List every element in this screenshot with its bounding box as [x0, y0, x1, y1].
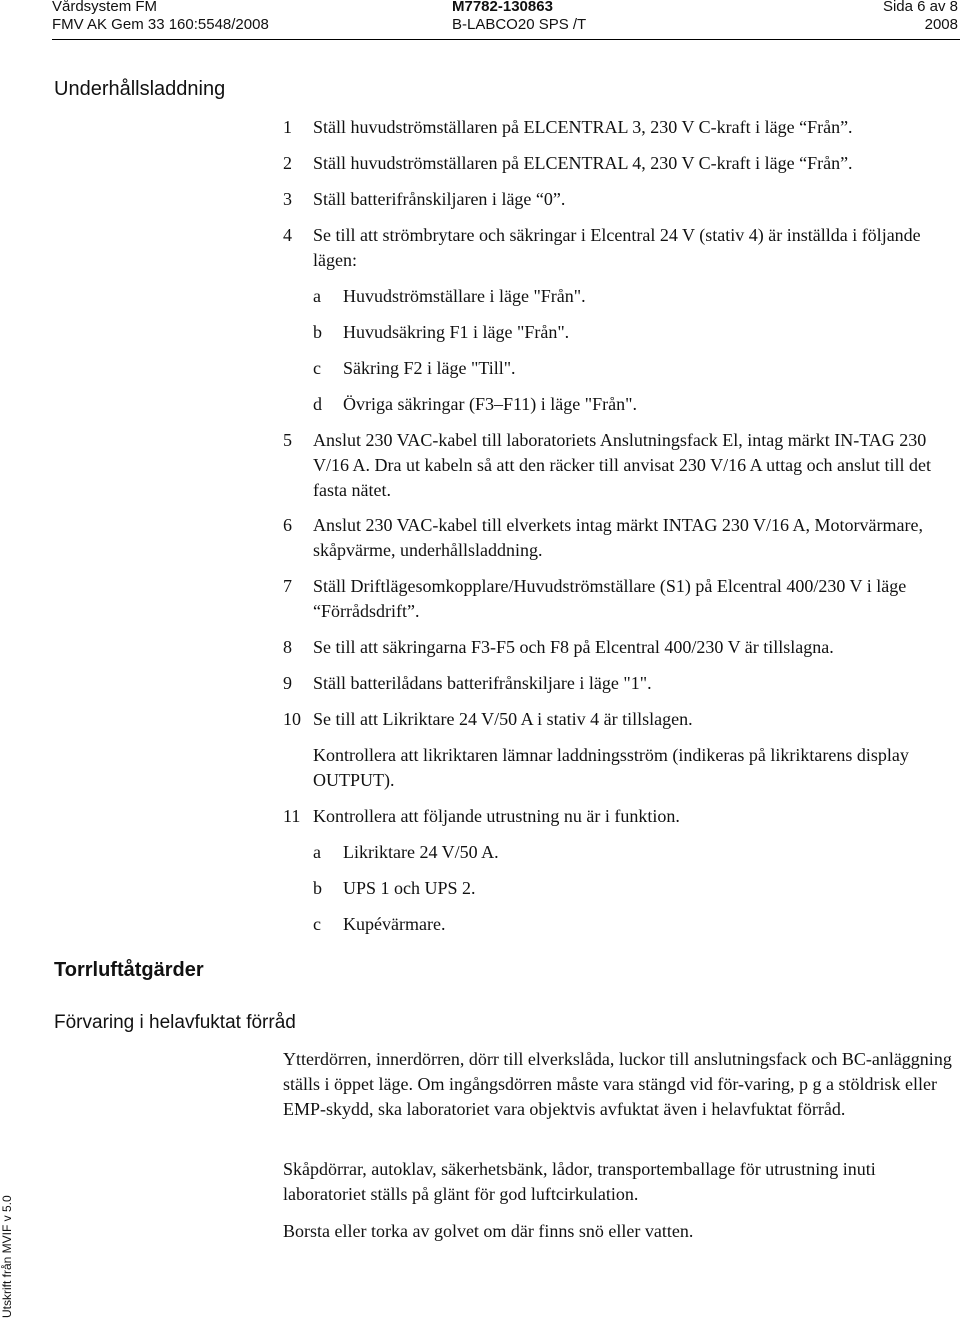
step-text: Ställ batterifrånskiljaren i läge “0”. [313, 189, 566, 209]
sub-letter: b [313, 322, 322, 342]
step-text: Anslut 230 VAC-kabel till elverkets intag märkt INTAG 230 V/16 A, Motorvärmare, skåpvärme, underhållsladdning. [313, 515, 923, 560]
sub-text: Kupévärmare. [343, 914, 446, 934]
step-11 [283, 804, 958, 829]
header-doc-code: B-LABCO20 SPS /T [452, 16, 587, 33]
step-10 [283, 707, 958, 732]
section-title-dry-air: Torrluftåtgärder [54, 959, 204, 981]
sub-letter: c [313, 358, 321, 378]
storage-paragraph-floor: Borsta eller torka av golvet om där finns snö eller vatten. [283, 1221, 694, 1241]
step-text: Se till att strömbrytare och säkringar i Elcentral 24 V (stativ 4) är inställda i följande lägen: [313, 225, 921, 270]
step-8 [283, 635, 958, 660]
step-text: Anslut 230 VAC-kabel till laboratoriets Anslutningsfack El, intag märkt IN-TAG 230 V/16 A. Dra ut kabeln så att den räcker till anvisat 230 V/16 A uttag och anslut till det fasta nätet. [313, 430, 932, 500]
step-number: 8 [283, 637, 292, 657]
step-1 [283, 115, 958, 140]
step-number: 10 [283, 709, 301, 729]
storage-paragraph-cabinets: Skåpdörrar, autoklav, säkerhetsbänk, lådor, transportemballage för utrustning inuti laboratoriet ställs på glänt för god luftcirkulation. [283, 1159, 876, 1204]
header-doc-number: M7782-130863 [452, 0, 553, 15]
step-4 [283, 223, 958, 273]
print-source-label [0, 1148, 14, 1318]
sub-text: UPS 1 och UPS 2. [343, 878, 476, 898]
sub-letter: c [313, 914, 321, 934]
sub-text: Likriktare 24 V/50 A. [343, 842, 499, 862]
sub-text: Huvudsäkring F1 i läge "Från". [343, 322, 570, 342]
sub-letter: d [313, 394, 322, 414]
step-3 [283, 187, 958, 212]
step-5 [283, 428, 958, 503]
step-number: 7 [283, 576, 292, 596]
section-title-maintenance: Underhållsladdning [54, 78, 226, 100]
sub-text: Huvudströmställare i läge "Från". [343, 286, 586, 306]
step-11-sub-b [313, 876, 953, 901]
header-system-name: Vårdsystem FM [52, 0, 158, 15]
step-number: 11 [283, 806, 301, 826]
step-10-note: Kontrollera att likriktaren lämnar laddningsström (indikeras på likriktarens display OUTPUT). [313, 745, 909, 790]
step-number: 9 [283, 673, 292, 693]
sub-text: Säkring F2 i läge "Till". [343, 358, 516, 378]
step-11-sub-a [313, 840, 953, 865]
header-year: 2008 [924, 16, 958, 33]
step-text: Kontrollera att följande utrustning nu är i funktion. [313, 806, 680, 826]
step-number: 1 [283, 117, 292, 137]
step-11-sub-c [313, 912, 953, 937]
step-number: 4 [283, 225, 292, 245]
header-divider [52, 39, 960, 40]
step-6 [283, 513, 958, 563]
step-number: 5 [283, 430, 292, 450]
step-text: Se till att säkringarna F3-F5 och F8 på Elcentral 400/230 V är tillslagna. [313, 637, 834, 657]
step-4-sub-c [313, 356, 953, 381]
step-4-sub-b [313, 320, 953, 345]
print-source-text: Utskrift från MVIF v 5.0 [0, 1195, 14, 1318]
header-document-ref: FMV AK Gem 33 160:5548/2008 [52, 16, 269, 33]
section-subtitle-storage: Förvaring i helavfuktat förråd [54, 1012, 296, 1033]
step-number: 2 [283, 153, 292, 173]
sub-text: Övriga säkringar (F3–F11) i läge "Från". [343, 394, 637, 414]
step-7 [283, 574, 958, 624]
step-4-sub-d [313, 392, 953, 417]
sub-letter: a [313, 842, 321, 862]
sub-letter: a [313, 286, 321, 306]
step-text: Ställ huvudströmställaren på ELCENTRAL 3, 230 V C-kraft i läge “Från”. [313, 117, 853, 137]
step-4-sub-a [313, 284, 953, 309]
step-number: 6 [283, 515, 292, 535]
step-text: Ställ batterilådans batterifrånskiljare i läge "1". [313, 673, 652, 693]
header-page-number: Sida 6 av 8 [882, 0, 958, 15]
storage-paragraph-doors: Ytterdörren, innerdörren, dörr till elverkslåda, luckor till anslutningsfack och BC-anläggning ställs i öppet läge. Om ingångsdörren måste vara stängd vid för-varing, p g a stöldrisk eller EMP-skydd, ska laboratoriet vara objektvis avfuktat även i helavfuktat förråd. [283, 1049, 952, 1119]
step-2 [283, 151, 958, 176]
step-text: Ställ Driftlägesomkopplare/Huvudströmställare (S1) på Elcentral 400/230 V i läge “Förrådsdrift”. [313, 576, 907, 621]
step-9 [283, 671, 958, 696]
step-number: 3 [283, 189, 292, 209]
sub-letter: b [313, 878, 322, 898]
step-text: Se till att Likriktare 24 V/50 A i stativ 4 är tillslagen. [313, 709, 693, 729]
step-text: Ställ huvudströmställaren på ELCENTRAL 4, 230 V C-kraft i läge “Från”. [313, 153, 853, 173]
